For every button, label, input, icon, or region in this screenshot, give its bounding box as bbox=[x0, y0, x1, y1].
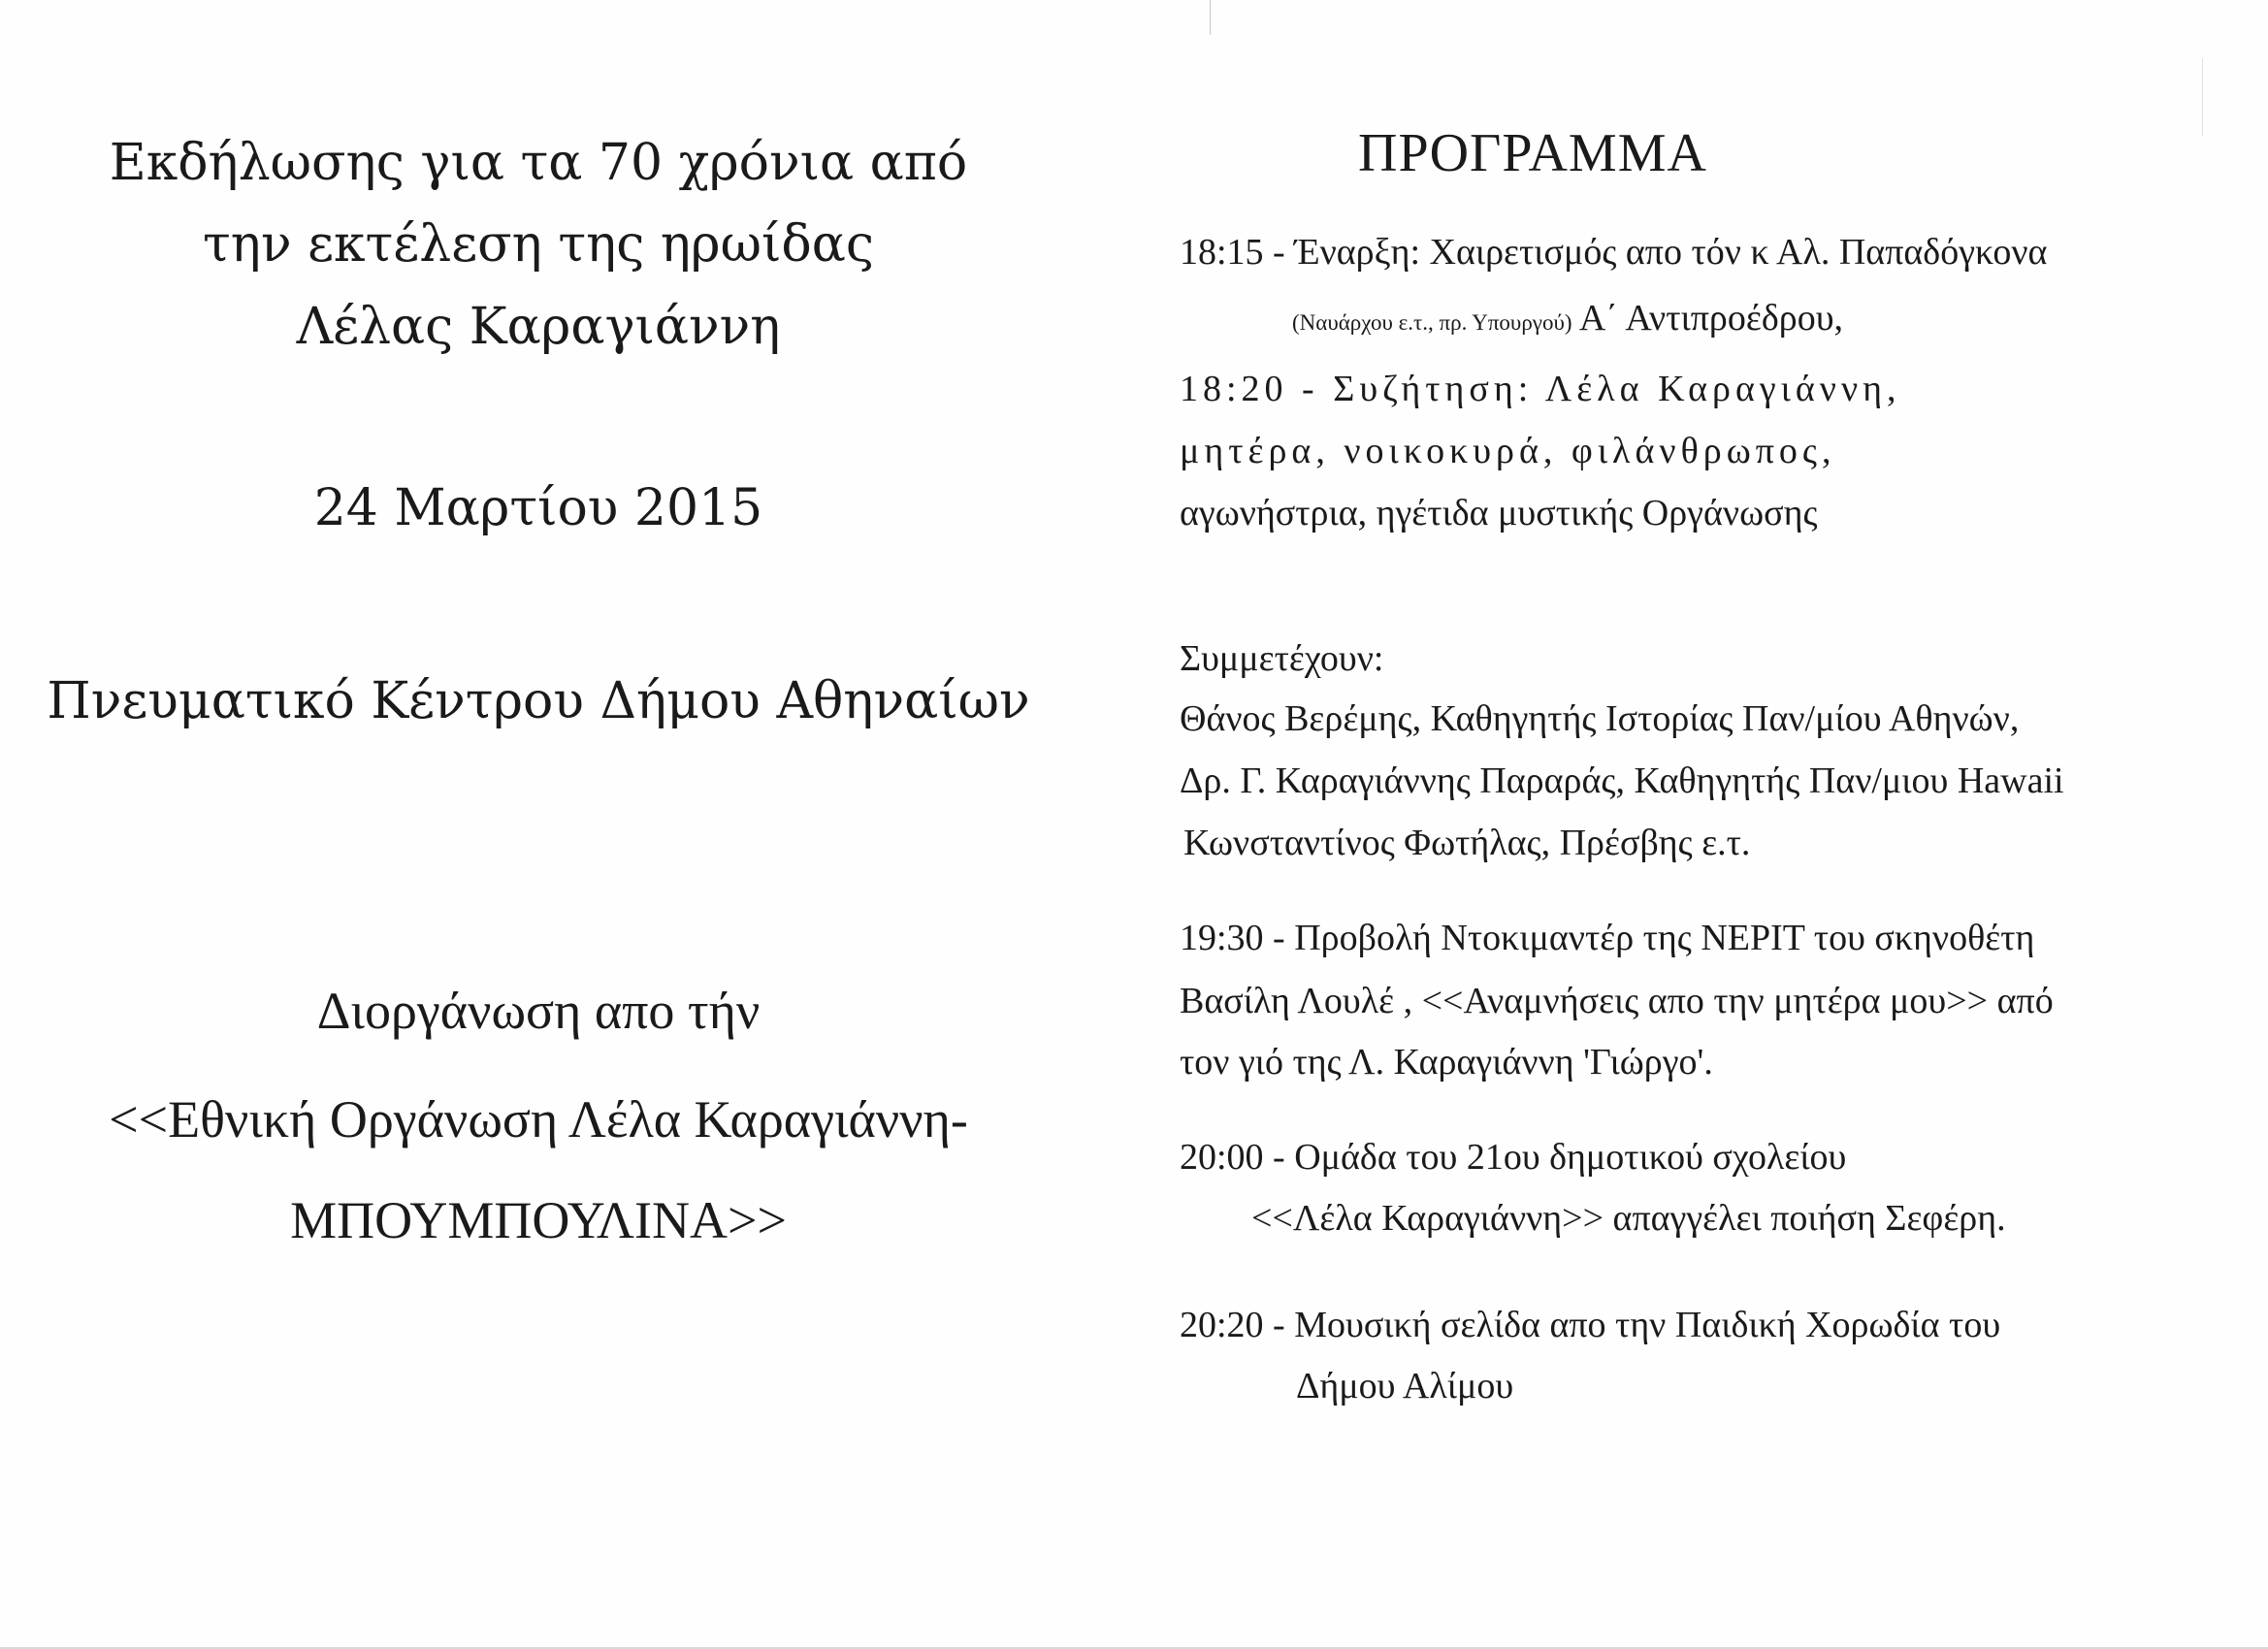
participants-heading: Συμμετέχουν: bbox=[1180, 638, 1384, 679]
program-item-1930-line-2: Βασίλη Λουλέ , <<Αναμνήσεις απο την μητέρα μου>> από bbox=[1180, 981, 2054, 1021]
program-item-1815-note: (Ναυάρχου ε.τ., πρ. Υπουργού) bbox=[1292, 310, 1572, 335]
event-title-line-1: Εκδήλωσης για τα 70 χρόνια από bbox=[109, 134, 968, 192]
program-item-1930-line-3: τον γιό της Λ. Καραγιάννη 'Γιώργο'. bbox=[1180, 1042, 1713, 1083]
program-item-1820-line-2: μητέρα, νοικοκυρά, φιλάνθρωπος, bbox=[1180, 431, 1836, 471]
organizer-line-2: <<Εθνική Οργάνωση Λέλα Καραγιάννη- bbox=[109, 1090, 968, 1148]
program-item-1930-line-1: 19:30 - Προβολή Ντοκιμαντέρ της ΝΕΡΙΤ του σκηνοθέτη bbox=[1180, 918, 2035, 958]
program-item-1815-line-2 bbox=[1292, 300, 1843, 337]
right-panel bbox=[1145, 0, 2251, 1649]
event-venue: Πνευματικό Κέντρου Δήμου Αθηναίων bbox=[47, 672, 1030, 730]
program-item-2020-line-2: Δήμου Αλίμου bbox=[1296, 1366, 1514, 1406]
organizer-line-3: ΜΠΟΥΜΠΟΥΛΙΝΑ>> bbox=[290, 1191, 787, 1249]
participant-1: Θάνος Βερέμης, Καθηγητής Ιστορίας Παν/μίου Αθηνών, bbox=[1180, 698, 2020, 739]
program-item-2020-line-1: 20:20 - Μουσική σελίδα απο την Παιδική Χορωδία του bbox=[1180, 1305, 2001, 1345]
program-item-1815-role: Α΄ Αντιπροέδρου, bbox=[1578, 298, 1844, 339]
left-panel bbox=[0, 0, 1077, 1649]
program-item-1820-line-3: αγωνήστρια, ηγέτιδα μυστικής Οργάνωσης bbox=[1180, 493, 1818, 534]
program-item-1820-line-1: 18:20 - Συζήτηση: Λέλα Καραγιάννη, bbox=[1180, 369, 1901, 409]
program-item-1815-line-1: 18:15 - Έναρξη: Χαιρετισμός απο τόν κ Αλ. Παπαδόγκονα bbox=[1180, 232, 2048, 273]
event-title-line-3: Λέλας Καραγιάννη bbox=[296, 298, 781, 356]
participant-2: Δρ. Γ. Καραγιάννης Παραράς, Καθηγητής Παν/μιου Hawaii bbox=[1180, 760, 2064, 801]
program-item-2000-line-1: 20:00 - Ομάδα του 21ου δημοτικού σχολείου bbox=[1180, 1137, 1847, 1178]
participant-3: Κωνσταντίνος Φωτήλας, Πρέσβης ε.τ. bbox=[1183, 823, 1751, 863]
event-date: 24 Μαρτίου 2015 bbox=[313, 479, 763, 537]
program-item-2000-line-2: <<Λέλα Καραγιάννη>> απαγγέλει ποιήση Σεφέρη. bbox=[1251, 1198, 2006, 1239]
event-title-line-2: την εκτέλεση της ηρωίδας bbox=[203, 215, 874, 274]
organizer-line-1: Διοργάνωση απο τήν bbox=[316, 982, 761, 1040]
program-title: ΠΡΟΓΡΑΜΜΑ bbox=[1358, 123, 1707, 183]
